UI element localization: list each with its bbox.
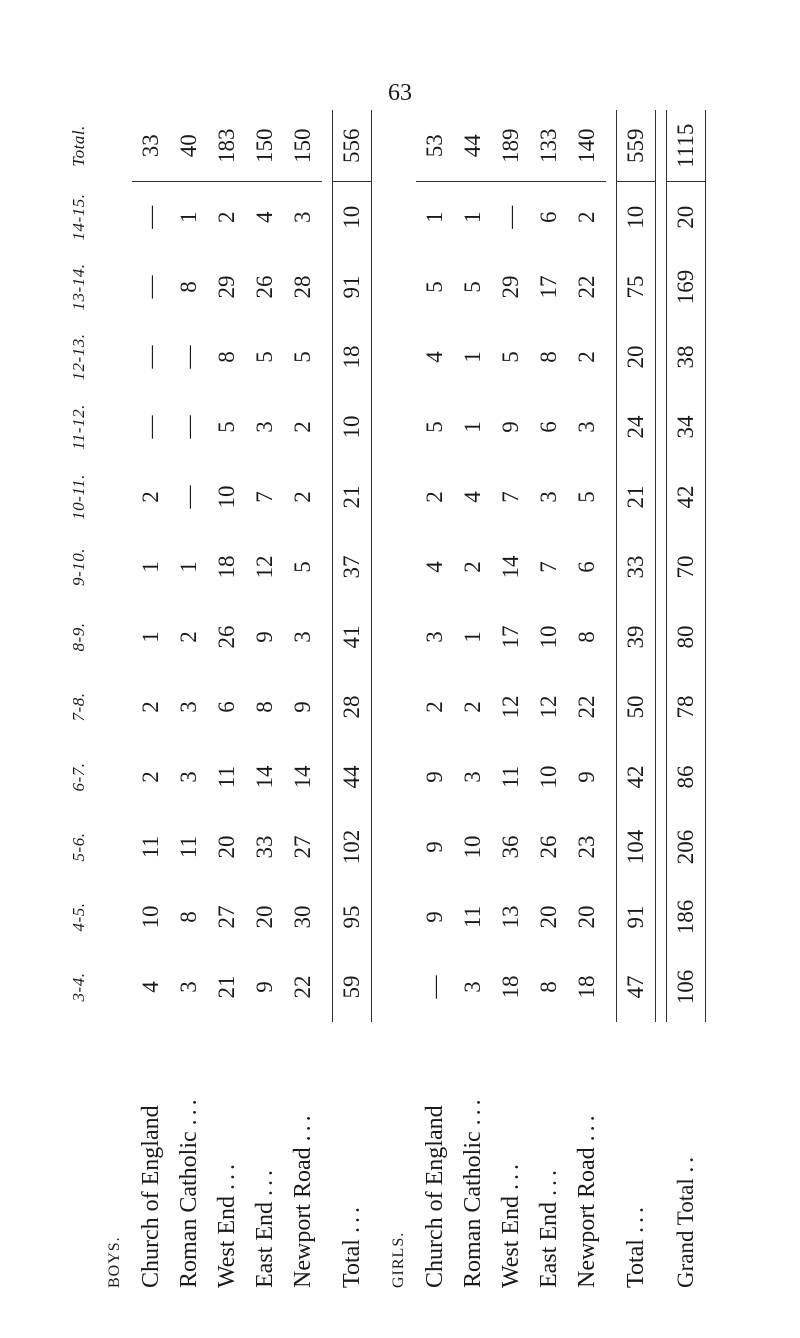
spacer-row [656, 110, 667, 1290]
value-cell: 14 [252, 765, 277, 789]
value-cell: 53 [416, 110, 454, 182]
value-cell: 169 [667, 252, 706, 322]
value-cell: 29 [498, 275, 523, 299]
value-cell: 559 [617, 110, 656, 182]
column-header: Total. [69, 125, 88, 167]
row-label: West End [497, 1195, 524, 1288]
value-cell: 140 [568, 110, 606, 182]
column-header: 10-11. [69, 474, 88, 520]
value-cell: 104 [617, 812, 656, 882]
value-cell: 14 [498, 555, 523, 579]
column-header: 7-8. [69, 692, 88, 722]
value-cell: 1 [176, 561, 201, 573]
value-cell: 34 [667, 392, 706, 462]
value-cell: 2 [290, 491, 315, 503]
row-label-cell [492, 1022, 530, 1290]
row-label: Grand Total [673, 1178, 698, 1288]
value-cell: 70 [667, 532, 706, 602]
value-cell: 3 [460, 771, 485, 783]
value-cell: 20 [617, 322, 656, 392]
value-cell: 8 [536, 351, 561, 363]
value-cell: 3 [460, 981, 485, 993]
value-cell: 10 [333, 392, 372, 462]
value-cell: 2 [422, 701, 447, 713]
value-cell: 3 [176, 771, 201, 783]
value-cell: 6 [214, 701, 239, 713]
value-cell: 6 [536, 421, 561, 433]
value-cell: 1115 [667, 110, 706, 182]
value-cell: 14 [290, 765, 315, 789]
value-cell: 133 [530, 110, 568, 182]
table-row [132, 110, 170, 1290]
value-cell: 8 [536, 981, 561, 993]
value-cell: 91 [617, 882, 656, 952]
value-cell: 11 [460, 905, 485, 929]
value-cell: 33 [132, 110, 170, 182]
value-cell: 10 [536, 625, 561, 649]
value-cell: 150 [246, 110, 284, 182]
value-cell: 86 [667, 742, 706, 812]
table-row [284, 110, 322, 1290]
header-row [60, 110, 98, 1290]
value-cell: 2 [460, 701, 485, 713]
value-cell: 2 [574, 211, 599, 223]
column-header: 4-5. [69, 902, 88, 932]
value-cell: 9 [290, 701, 315, 713]
value-cell: 33 [617, 532, 656, 602]
column-header: 11-12. [69, 404, 88, 450]
value-cell: 3 [422, 631, 447, 643]
value-cell: 5 [460, 281, 485, 293]
value-cell: 18 [574, 975, 599, 999]
row-label-cell [333, 1022, 372, 1290]
value-cell: 20 [252, 905, 277, 929]
column-header: 3-4. [69, 972, 88, 1002]
age-statistics-table [60, 110, 706, 1290]
value-cell: 3 [574, 421, 599, 433]
page-number: 63 [388, 80, 412, 106]
table-row [170, 110, 208, 1290]
table-row [568, 110, 606, 1290]
value-cell: 9 [422, 911, 447, 923]
value-cell: 1 [460, 211, 485, 223]
value-cell: 2 [138, 701, 163, 713]
value-cell: 8 [574, 631, 599, 643]
value-cell: 40 [170, 110, 208, 182]
value-cell: 5 [574, 491, 599, 503]
value-cell: 37 [333, 532, 372, 602]
value-cell: 24 [617, 392, 656, 462]
value-cell: 33 [252, 835, 277, 859]
value-cell: 206 [667, 812, 706, 882]
value-cell: 7 [252, 491, 277, 503]
value-cell: 5 [214, 421, 239, 433]
row-label: Total [622, 1239, 649, 1288]
leader-dots: ... [338, 1203, 365, 1234]
value-cell: 22 [290, 975, 315, 999]
value-cell: 1 [460, 631, 485, 643]
value-cell: 2 [422, 491, 447, 503]
value-cell: 47 [617, 952, 656, 1022]
value-cell: 30 [290, 905, 315, 929]
value-cell: 17 [536, 275, 561, 299]
value-cell: 26 [214, 625, 239, 649]
value-cell: 183 [208, 110, 246, 182]
leader-dots: ... [175, 1095, 202, 1126]
value-cell: 6 [536, 211, 561, 223]
value-cell: 23 [574, 835, 599, 859]
value-cell: 17 [498, 625, 523, 649]
leader-dots: ... [289, 1111, 316, 1142]
value-cell: 4 [138, 981, 163, 993]
table-row [416, 110, 454, 1290]
value-cell: 4 [422, 561, 447, 573]
table-body [98, 110, 706, 1290]
value-cell: 20 [536, 905, 561, 929]
row-label-cell [284, 1022, 322, 1290]
table-row [617, 110, 656, 1290]
value-cell: 3 [290, 211, 315, 223]
value-cell: 10 [536, 765, 561, 789]
row-label: West End [213, 1195, 240, 1288]
row-label-cell [208, 1022, 246, 1290]
leader-dots: ... [535, 1166, 562, 1197]
value-cell: 13 [498, 905, 523, 929]
value-cell: 11 [498, 765, 523, 789]
value-cell: 2 [460, 561, 485, 573]
value-cell: 4 [460, 491, 485, 503]
value-cell: 95 [333, 882, 372, 952]
column-header: 6-7. [69, 762, 88, 792]
value-cell: 5 [422, 421, 447, 433]
value-cell: 12 [536, 695, 561, 719]
value-cell: 2 [574, 351, 599, 363]
leader-dots: .. [673, 1153, 698, 1173]
value-cell: 3 [536, 491, 561, 503]
row-label: Roman Catholic [175, 1131, 202, 1288]
value-cell: 75 [617, 252, 656, 322]
value-cell: 50 [617, 672, 656, 742]
value-cell: 8 [176, 911, 201, 923]
value-cell: 11 [138, 835, 163, 859]
value-cell: 91 [333, 252, 372, 322]
value-cell: 36 [498, 835, 523, 859]
value-cell: 41 [333, 602, 372, 672]
row-label: Newport Road [573, 1147, 600, 1288]
value-cell: 18 [214, 555, 239, 579]
column-header: 12-13. [69, 333, 88, 381]
section-heading: BOYS. [106, 1236, 123, 1288]
value-cell: 150 [284, 110, 322, 182]
value-cell: 10 [214, 485, 239, 509]
value-cell: — [138, 205, 163, 229]
table-row [492, 110, 530, 1290]
row-label-cell [667, 1022, 706, 1290]
row-label: Church of England [137, 1105, 164, 1288]
value-cell: 20 [574, 905, 599, 929]
value-cell: 106 [667, 952, 706, 1022]
value-cell: 5 [252, 351, 277, 363]
value-cell: 102 [333, 812, 372, 882]
value-cell: 556 [333, 110, 372, 182]
leader-dots: ... [251, 1166, 278, 1197]
value-cell: 1 [138, 631, 163, 643]
row-label: Total [338, 1239, 365, 1288]
value-cell: 189 [492, 110, 530, 182]
value-cell: 11 [176, 835, 201, 859]
column-header: 5-6. [69, 832, 88, 862]
value-cell: 6 [574, 561, 599, 573]
value-cell: 42 [667, 462, 706, 532]
value-cell: 5 [290, 561, 315, 573]
value-cell: 10 [138, 905, 163, 929]
value-cell: 10 [333, 182, 372, 252]
table-row [667, 110, 706, 1290]
corner-cell [60, 1022, 98, 1290]
table-row [530, 110, 568, 1290]
value-cell: 4 [422, 351, 447, 363]
row-label-cell [568, 1022, 606, 1290]
leader-dots: ... [573, 1111, 600, 1142]
value-cell: 29 [214, 275, 239, 299]
value-cell: 1 [460, 351, 485, 363]
value-cell: 27 [290, 835, 315, 859]
value-cell: 5 [422, 281, 447, 293]
value-cell: 9 [422, 841, 447, 853]
section-heading: GIRLS. [390, 1231, 407, 1288]
value-cell: — [138, 275, 163, 299]
value-cell: 20 [214, 835, 239, 859]
value-cell: 2 [138, 771, 163, 783]
leader-dots: ... [622, 1203, 649, 1234]
value-cell: 8 [176, 281, 201, 293]
value-cell: — [498, 205, 523, 229]
value-cell: 9 [498, 421, 523, 433]
value-cell: 10 [460, 835, 485, 859]
value-cell: 10 [617, 182, 656, 252]
value-cell: 26 [536, 835, 561, 859]
value-cell: — [138, 345, 163, 369]
value-cell: 22 [574, 695, 599, 719]
value-cell: 8 [214, 351, 239, 363]
row-label: Roman Catholic [459, 1131, 486, 1288]
column-header: 13-14. [69, 263, 88, 311]
row-label-cell [454, 1022, 492, 1290]
value-cell: — [176, 415, 201, 439]
row-label-cell [416, 1022, 454, 1290]
value-cell: 28 [333, 672, 372, 742]
spacer-row [322, 110, 333, 1290]
value-cell: 22 [574, 275, 599, 299]
value-cell: 80 [667, 602, 706, 672]
row-label: East End [535, 1202, 562, 1288]
value-cell: 5 [290, 351, 315, 363]
rotated-table-container [60, 110, 740, 1290]
leader-dots: ... [213, 1159, 240, 1190]
value-cell: 7 [536, 561, 561, 573]
spacer-row [606, 110, 617, 1290]
value-cell: 21 [617, 462, 656, 532]
value-cell: 1 [138, 561, 163, 573]
row-label: Newport Road [289, 1147, 316, 1288]
row-label-cell [170, 1022, 208, 1290]
value-cell: 20 [667, 182, 706, 252]
value-cell: 2 [214, 211, 239, 223]
spacer-cell [656, 110, 667, 1290]
value-cell: — [422, 975, 447, 999]
value-cell: 5 [498, 351, 523, 363]
value-cell: 1 [460, 421, 485, 433]
value-cell: 1 [422, 211, 447, 223]
spacer-cell [322, 110, 333, 1290]
value-cell: 44 [454, 110, 492, 182]
value-cell: 38 [667, 322, 706, 392]
value-cell: 9 [574, 771, 599, 783]
value-cell: 11 [214, 765, 239, 789]
value-cell: 27 [214, 905, 239, 929]
leader-dots: ... [497, 1159, 524, 1190]
column-header: 14-15. [69, 193, 88, 241]
value-cell: 3 [176, 981, 201, 993]
value-cell: 3 [290, 631, 315, 643]
table-row [208, 110, 246, 1290]
value-cell: 2 [290, 421, 315, 433]
value-cell: — [176, 485, 201, 509]
value-cell: 2 [138, 491, 163, 503]
value-cell: 9 [252, 631, 277, 643]
value-cell: 42 [617, 742, 656, 812]
spacer-row [372, 110, 383, 1290]
row-label-cell [617, 1022, 656, 1290]
leader-dots: ... [459, 1095, 486, 1126]
column-header: 8-9. [69, 622, 88, 652]
value-cell: 8 [252, 701, 277, 713]
value-cell: 9 [422, 771, 447, 783]
value-cell: 21 [333, 462, 372, 532]
value-cell: 18 [333, 322, 372, 392]
value-cell: — [138, 415, 163, 439]
section-heading-row [98, 110, 132, 1290]
spacer-cell [606, 110, 617, 1290]
row-label-cell [132, 1022, 170, 1290]
value-cell: 2 [176, 631, 201, 643]
value-cell: 18 [498, 975, 523, 999]
row-label-cell [530, 1022, 568, 1290]
value-cell: 12 [498, 695, 523, 719]
value-cell: 12 [252, 555, 277, 579]
value-cell: — [176, 345, 201, 369]
row-label-cell [246, 1022, 284, 1290]
table-row [333, 110, 372, 1290]
spacer-cell [372, 110, 383, 1290]
value-cell: 3 [252, 421, 277, 433]
column-header: 9-10. [69, 548, 88, 586]
value-cell: 3 [176, 701, 201, 713]
value-cell: 7 [498, 491, 523, 503]
row-label: Church of England [421, 1105, 448, 1288]
value-cell: 186 [667, 882, 706, 952]
section-heading-row [382, 110, 416, 1290]
value-cell: 44 [333, 742, 372, 812]
value-cell: 9 [252, 981, 277, 993]
value-cell: 4 [252, 211, 277, 223]
value-cell: 78 [667, 672, 706, 742]
table-row [454, 110, 492, 1290]
value-cell: 39 [617, 602, 656, 672]
value-cell: 28 [290, 275, 315, 299]
table-row [246, 110, 284, 1290]
value-cell: 21 [214, 975, 239, 999]
value-cell: 59 [333, 952, 372, 1022]
value-cell: 1 [176, 211, 201, 223]
value-cell: 26 [252, 275, 277, 299]
row-label: East End [251, 1202, 278, 1288]
